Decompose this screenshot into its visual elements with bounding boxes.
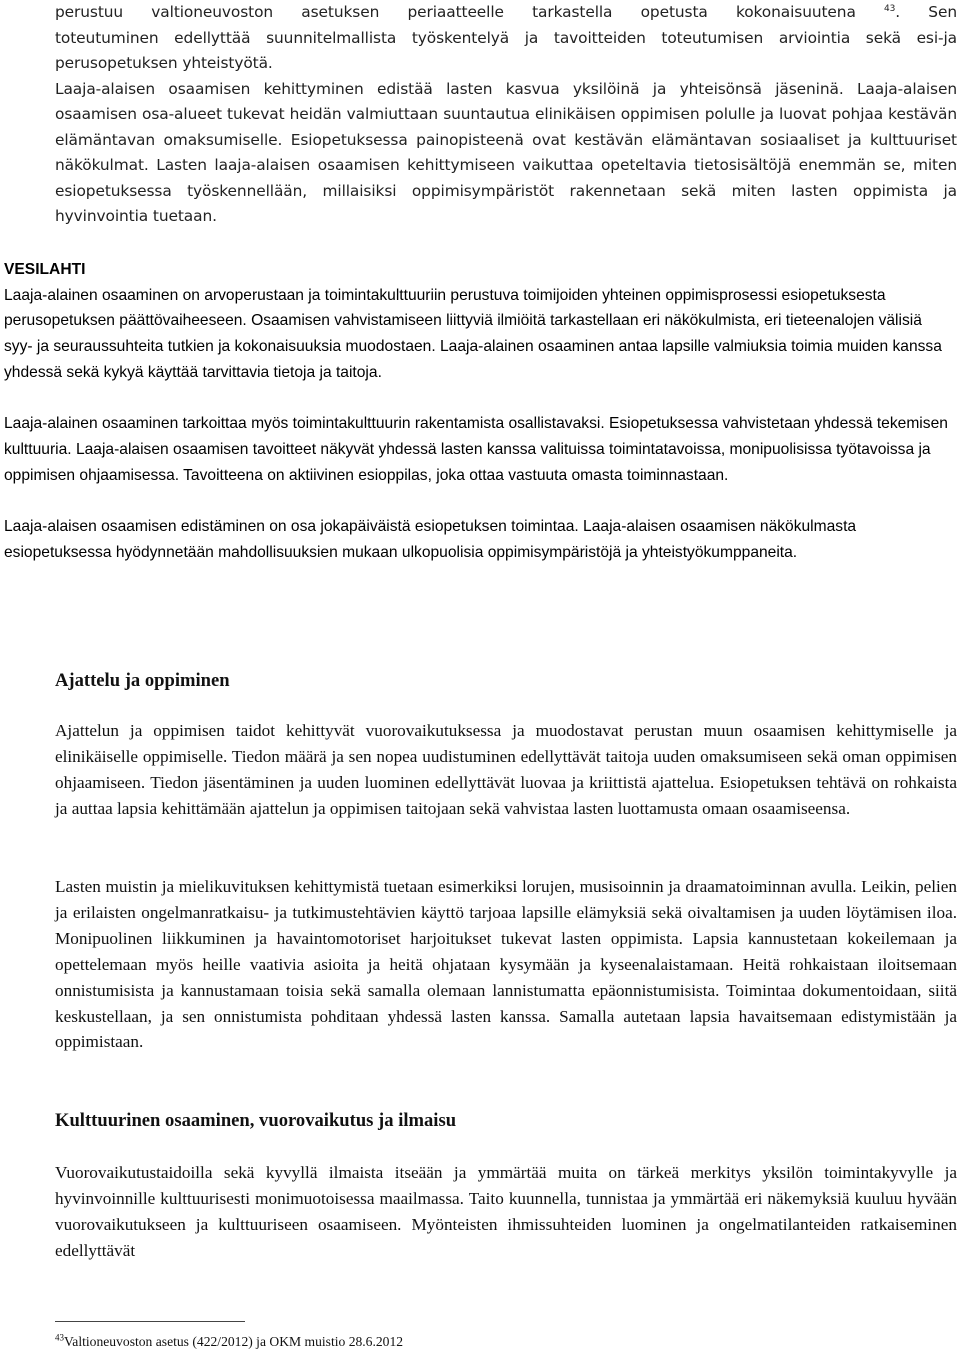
top-paragraph-1 <box>55 0 957 26</box>
vesilahti-paragraph-2: Laaja-alainen osaaminen tarkoittaa myös toimintakulttuurin rakentamista osallistavaksi. Esiopetuksessa vahvistetaan yhdessä tekemisen kulttuuria. Laaja-alaisen osaamisen tavoitteet näkyvät yhdessä lasten kanssa valituissa toimintatavoissa, monipuolisissa työtavoissa ja oppimisen ohjaamisessa. Tavoitteena on aktiivinen esioppilas, joka ottaa vastuuta omasta toiminnastaan. <box>4 415 948 484</box>
footnote-ref[interactable]: 43 <box>884 3 896 14</box>
vesilahti-paragraph-1: Laaja-alainen osaaminen on arvoperustaan ja toimintakulttuuriin perustuva toimijoiden yhteinen oppimisprosessi esiopetuksesta perusopetuksen päättövaiheeseen. Osaamisen vahvistamiseen liittyviä ilmiöitä tarkastellaan eri näkökulmista, eri tieteenalojen välisiä syy- ja seuraussuhteita tutkien ja kokonaisuuksia muodostaen. Laaja-alainen osaaminen antaa lapsille valmiuksia toimia muiden kanssa yhdessä sekä kykyä käyttää tarvittavia tietoja ja taitoja. <box>4 286 942 381</box>
footnote-divider <box>55 1321 245 1322</box>
section-heading-thinking: Ajattelu ja oppiminen <box>55 670 230 691</box>
culture-paragraph-1: Vuorovaikutustaidoilla sekä kyvyllä ilmaista itseään ja ymmärtää muita on tärkeä merkitys yksilön toimintakyvylle ja hyvinvoinnille kulttuurisesti monimuotoisessa maailmassa. Taito kuunnella, tunnistaa ja ymmärtää eri näkemyksiä kuuluu hyvään vuorovaikutukseen ja kulttuuriseen osaamiseen. Myönteisten ihmissuhteiden luominen ja ongelmatilanteiden ratkaiseminen edellyttävät <box>55 1163 957 1260</box>
spacer <box>4 488 954 514</box>
thinking-paragraph-2: Lasten muistin ja mielikuvituksen kehittymistä tuetaan esimerkiksi lorujen, musisoinnin ja draamatoiminnan avulla. Leikin, pelien ja erilaisten ongelmanratkaisu- ja tutkimustehtävien käyttö tarjoaa lapsille elämyksiä sekä oivaltamisen ja uuden löytämisen iloa. Monipuolinen liikkuminen ja havaintomotoriset harjoitukset tukevat lasten oppimista. Lapsia kannustetaan kokeilemaan ja opettelemaan myös heille vaativia asioita ja heitä ohjataan kysymään ja kyseenalaistamaan. Heitä rohkaistaan iloitsemaan onnistumisista ja kannustamaan toisia sekä samalla olemaan lannistumatta epäonnistumisista. Toimintaa dokumentoidaan, siitä keskustellaan, ja sen onnistumista pohditaan yhdessä lasten kanssa. Samalla autetaan lapsia havaitsemaan edistymistään ja oppimistaan. <box>55 877 957 1052</box>
footnote <box>55 1334 403 1350</box>
vesilahti-section <box>4 257 954 565</box>
top-paragraph-1-line1: perustuu valtioneuvoston asetuksen periaatteelle tarkastella opetusta kokonaisuutena <box>55 3 856 21</box>
top-paragraph-1-rest: toteutuminen edellyttää suunnitelmallista työskentelyä ja tavoitteiden toteutumisen arviointia sekä esi-ja perusopetuksen yhteistyötä. <box>55 28 957 72</box>
thinking-paragraph-1: Ajattelun ja oppimisen taidot kehittyvät vuorovaikutuksessa ja muodostavat perustan muun osaamisen kehittymiselle ja elinikäiselle oppimiselle. Tiedon määrä ja sen nopea uudistuminen edellyttävät taitoja uuden omaksumiseen sekä oman oppimisen ohjaamiseen. Tiedon jäsentäminen ja uuden luominen edellyttävät luovaa ja kriittistä ajattelua. Esiopetuksen tehtävä on rohkaista ja auttaa lapsia kehittämään ajattelun ja oppimisen taitojaan sekä vahvistaa lasten luottamusta omaan osaamiseensa. <box>55 721 957 818</box>
top-paragraph-1-line1-end: . Sen <box>895 3 957 21</box>
vesilahti-paragraph-3: Laaja-alaisen osaamisen edistäminen on osa jokapäiväistä esiopetuksen toimintaa. Laaja-alaisen osaamisen näkökulmasta esiopetuksessa hyödynnetään mahdollisuuksien mukaan ulkopuolisia oppimisympäristöjä ja yhteistyökumppaneita. <box>4 518 857 561</box>
spacer <box>4 386 954 412</box>
top-block <box>55 0 957 230</box>
vesilahti-heading: VESILAHTI <box>4 261 86 278</box>
top-paragraph-2: Laaja-alaisen osaamisen kehittyminen edistää lasten kasvua yksilöinä ja yhteisönsä jäseninä. Laaja-alaisen osaamisen osa-alueet tukevat heidän valmiuttaan suuntautua elinikäisen oppimisen polulle ja luovat pohjaa kestävän elämäntavan omaksumiselle. Esiopetuksessa painopisteenä ovat kestävän elämäntavan sosiaaliset ja kulttuuriset näkökulmat. Lasten laaja-alaisen osaamisen kehittymiseen vaikuttaa opeteltavia tietosisältöjä enemmän se, miten esiopetuksessa työskennellään, millaisiksi oppimisympäristöt rakennetaan sekä miten lasten oppimista ja hyvinvointia tuetaan. <box>55 79 957 225</box>
footnote-number: 43 <box>55 1332 64 1343</box>
section-heading-culture: Kulttuurinen osaaminen, vuorovaikutus ja ilmaisu <box>55 1110 457 1131</box>
footnote-text: Valtioneuvoston asetus (422/2012) ja OKM muistio 28.6.2012 <box>64 1334 404 1349</box>
